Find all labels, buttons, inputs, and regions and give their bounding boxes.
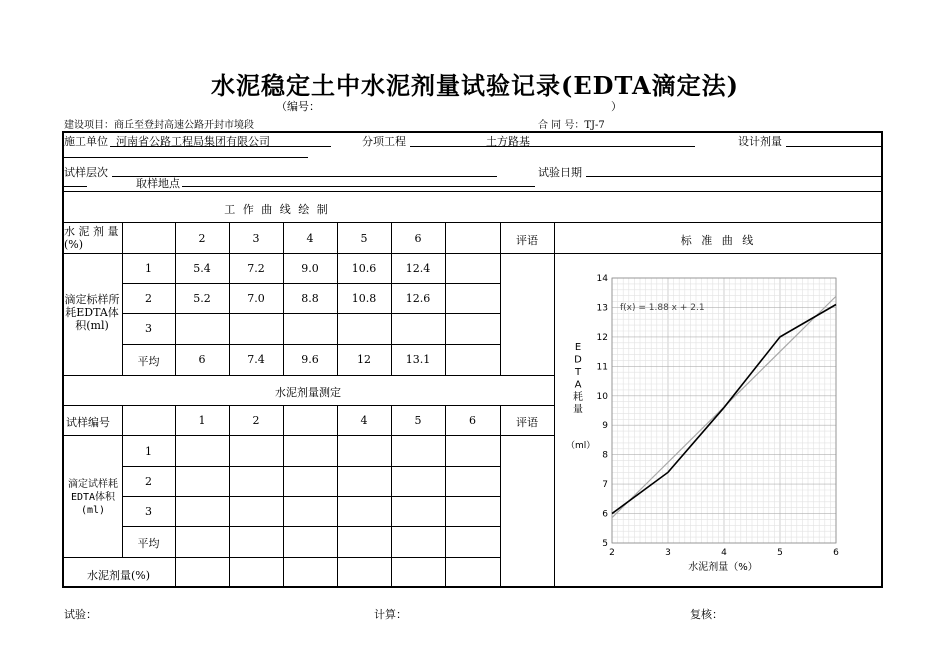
trendline-equation: f(x) = 1.88 x + 2.1: [620, 303, 705, 313]
cement-dose-label: 水 泥 剂 量 (%): [64, 225, 119, 251]
value-cell[interactable]: 5.4: [193, 262, 211, 275]
y-tick-label: 5: [602, 539, 608, 549]
x-tick-label: 3: [665, 548, 671, 558]
sample-edta-label: 滴定试样耗EDTA体积(ml): [68, 479, 118, 516]
y-axis-label: E: [574, 342, 582, 353]
average-cell[interactable]: 12: [357, 353, 371, 366]
value-cell[interactable]: 12.4: [405, 262, 431, 275]
value-cell[interactable]: 10.6: [351, 262, 377, 275]
sample-number: 5: [414, 414, 422, 427]
dose-2: 2: [198, 232, 206, 245]
tester-label: 试验：: [64, 608, 97, 621]
measure-row-3: 3: [145, 505, 152, 518]
y-tick-label: 7: [602, 480, 608, 491]
x-tick-label: 4: [721, 548, 727, 558]
value-cell[interactable]: 12.6: [405, 292, 431, 305]
dose-6: 6: [414, 232, 422, 245]
sample-number: 4: [360, 414, 368, 427]
measure-section-title: 水泥剂量测定: [275, 386, 341, 399]
y-tick-label: 10: [596, 391, 608, 402]
design-dose-label: 设计剂量: [738, 135, 782, 148]
value-cell[interactable]: 7.0: [247, 292, 265, 305]
y-tick-label: 8: [602, 450, 608, 461]
y-axis-label: D: [574, 354, 582, 366]
reviewer-label: 复核：: [690, 608, 723, 621]
subproject-value[interactable]: 土方路基: [486, 135, 530, 148]
measure-rating-label: 评语: [516, 416, 538, 429]
row-3-label: 3: [145, 322, 152, 335]
y-tick-label: 11: [596, 362, 608, 373]
x-tick-label: 6: [833, 548, 839, 558]
test-date-label: 试验日期: [538, 166, 582, 179]
y-tick-label: 14: [596, 274, 608, 284]
value-cell[interactable]: 5.2: [193, 292, 211, 305]
y-axis-label: 量: [573, 404, 583, 416]
measure-row-1: 1: [145, 445, 152, 458]
unit-label: 施工单位: [64, 135, 108, 148]
dose-4: 4: [306, 232, 314, 245]
page-title: 水泥稳定土中水泥剂量试验记录(EDTA滴定法): [211, 71, 739, 100]
standard-curve-label: 标 准 曲 线: [680, 234, 757, 247]
y-tick-label: 12: [596, 332, 608, 343]
calculator-label: 计算：: [374, 608, 407, 621]
edta-volume-label: 滴定标样所耗EDTA体积(ml): [64, 293, 120, 332]
contract-number: 合 同 号：TJ-7: [538, 120, 605, 131]
sample-number: 6: [469, 414, 476, 427]
y-axis-label: 耗: [573, 392, 583, 403]
y-axis-unit: （ml）: [566, 441, 596, 451]
average-cell[interactable]: 9.6: [301, 353, 319, 366]
sampling-location-label: 取样地点: [136, 177, 180, 190]
sample-number: 1: [198, 414, 206, 427]
sample-number-label: 试样编号: [66, 416, 110, 429]
x-axis-label: 水泥剂量（%）: [688, 562, 758, 573]
project-value: 商丘至登封高速公路开封市境段: [114, 120, 254, 131]
subproject-label: 分项工程: [362, 135, 406, 148]
y-tick-label: 13: [596, 303, 608, 314]
code-label: （编号：: [276, 100, 320, 113]
layer-label: 试样层次: [64, 166, 108, 179]
dose-3: 3: [252, 232, 260, 245]
x-tick-label: 2: [609, 548, 615, 558]
y-tick-label: 9: [602, 421, 608, 432]
cement-result-label: 水泥剂量(%): [86, 569, 151, 582]
measure-average: 平均: [137, 537, 160, 550]
measure-row-2: 2: [145, 475, 152, 488]
average-label: 平均: [137, 355, 160, 368]
value-cell[interactable]: 7.2: [247, 262, 265, 275]
value-cell[interactable]: 9.0: [301, 262, 319, 275]
value-cell[interactable]: 8.8: [301, 292, 319, 305]
value-cell[interactable]: 10.8: [351, 292, 377, 305]
y-tick-label: 6: [602, 509, 608, 520]
average-cell[interactable]: 13.1: [405, 353, 431, 366]
sample-number: 2: [252, 414, 260, 427]
dose-5: 5: [360, 232, 368, 245]
y-axis-label: A: [574, 379, 582, 391]
row-1-label: 1: [145, 262, 152, 275]
y-axis-label: T: [574, 367, 582, 378]
project-label: 建设项目：商丘至登封高速公路开封市境段: [64, 120, 254, 131]
row-2-label: 2: [145, 292, 152, 305]
average-cell[interactable]: 7.4: [247, 353, 265, 366]
curve-section-title: 工 作 曲 线 绘 制: [224, 203, 330, 216]
rating-label: 评语: [516, 234, 538, 247]
standard-curve-chart: [560, 266, 878, 578]
x-tick-label: 5: [777, 548, 783, 558]
unit-value[interactable]: 河南省公路工程局集团有限公司: [116, 135, 270, 148]
code-close: ）: [611, 100, 622, 113]
average-cell[interactable]: 6: [198, 353, 206, 366]
